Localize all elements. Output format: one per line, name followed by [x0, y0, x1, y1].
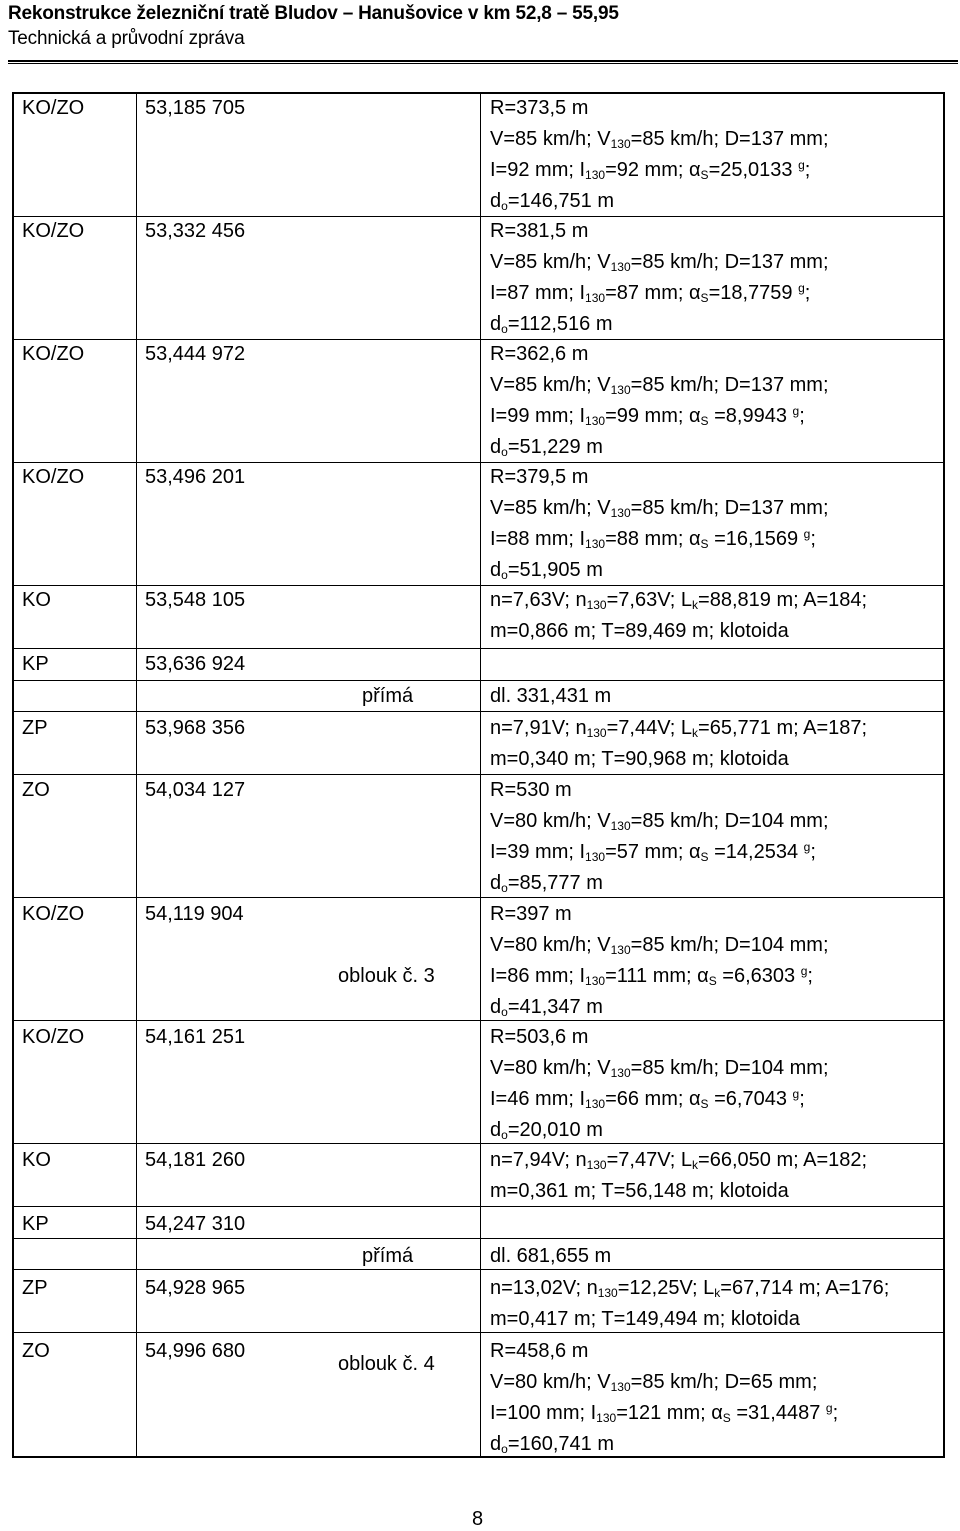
parameter-line: $d_o=20,010$ m: [490, 1119, 603, 1142]
point-type: KP: [22, 1213, 49, 1235]
parameter-line: R=503,6 m: [490, 1026, 589, 1048]
segment-label: oblouk č. 4: [338, 1353, 435, 1375]
parameter-line: I=92 mm; $I_{130}=92$ mm; $\alpha_S=25,0133$ $^g$;: [490, 158, 811, 182]
point-parameters: [490, 216, 829, 340]
point-type: KP: [22, 653, 49, 675]
parameter-line: R=397 m: [490, 903, 572, 925]
segment-label: přímá: [362, 685, 414, 707]
header-rule: [8, 60, 958, 62]
parameter-line: $d_o=51,229$ m: [490, 436, 603, 459]
parameter-line: V=80 km/h; $V_{130}=85$ km/h; D=65 mm;: [490, 1371, 818, 1394]
point-type: KO/ZO: [22, 343, 85, 365]
parameter-line: I=87 mm; $I_{130}=87$ mm; $\alpha_S=18,7759$ $^g$;: [490, 281, 811, 305]
parameter-line: m=0,361 m; T=56,148 m; klotoida: [490, 1180, 789, 1202]
parameter-line: V=85 km/h; $V_{130}=85$ km/h; D=137 mm;: [490, 497, 829, 520]
point-type: KO: [22, 1149, 51, 1171]
parameter-line: m=0,866 m; T=89,469 m; klotoida: [490, 620, 789, 642]
parameter-line: V=80 km/h; $V_{130}=85$ km/h; D=104 mm;: [490, 934, 829, 957]
parameter-line: I=39 mm; $I_{130}=57$ mm; $\alpha_S =14,2534$ $^g$;: [490, 840, 816, 864]
point-km: 53,185 705: [145, 97, 246, 119]
parameter-line: R=379,5 m: [490, 466, 589, 488]
parameter-line: I=46 mm; $I_{130}=66$ mm; $\alpha_S =6,7043$ $^g$;: [490, 1087, 805, 1111]
header-rule-thin: [8, 63, 958, 64]
point-type: KO/ZO: [22, 466, 85, 488]
parameter-line: V=80 km/h; $V_{130}=85$ km/h; D=104 mm;: [490, 1057, 829, 1080]
point-type: KO/ZO: [22, 1026, 85, 1048]
point-type: ZO: [22, 779, 50, 801]
row-divider: [14, 680, 943, 681]
parameter-line: $d_o=85,777$ m: [490, 872, 603, 895]
point-parameters: [490, 585, 867, 647]
row-divider: [14, 1269, 943, 1270]
point-parameters: [490, 775, 829, 899]
parameter-line: m=0,340 m; T=90,968 m; klotoida: [490, 748, 789, 770]
parameter-line: $d_o=51,905$ m: [490, 559, 603, 582]
parameter-line: n=7,94V; $n_{130}=7,47V$; $L_k=66,050$ m; A=182;: [490, 1149, 868, 1172]
point-km: 53,444 972: [145, 343, 246, 365]
parameter-line: n=7,63V; $n_{130}=7,63V$; $L_k=88,819$ m; A=184;: [490, 589, 868, 612]
point-km: 54,161 251: [145, 1026, 246, 1048]
col-divider-2: [480, 94, 481, 1456]
point-parameters: [490, 899, 829, 1023]
parameter-line: R=530 m: [490, 779, 572, 801]
point-parameters: [490, 339, 829, 463]
parameter-line: V=85 km/h; $V_{130}=85$ km/h; D=137 mm;: [490, 374, 829, 397]
segment-length: dl. 331,431 m: [490, 685, 612, 707]
point-parameters: [490, 462, 829, 586]
point-km: 53,548 105: [145, 589, 246, 611]
parameter-line: m=0,417 m; T=149,494 m; klotoida: [490, 1308, 800, 1330]
point-parameters: [490, 1022, 829, 1146]
col-divider-1: [136, 94, 137, 1456]
parameter-line: $d_o=146,751$ m: [490, 190, 615, 213]
point-type: KO: [22, 589, 51, 611]
point-type: ZP: [22, 717, 48, 739]
parameter-line: I=86 mm; $I_{130}=111$ mm; $\alpha_S =6,6303$ $^g$;: [490, 964, 813, 988]
point-km: 53,636 924: [145, 653, 246, 675]
point-km: 54,996 680: [145, 1340, 246, 1362]
point-parameters: [490, 1336, 838, 1460]
page-header: [8, 2, 958, 52]
parameter-line: I=99 mm; $I_{130}=99$ mm; $\alpha_S =8,9943$ $^g$;: [490, 404, 805, 428]
parameter-line: R=458,6 m: [490, 1340, 589, 1362]
point-km: 54,247 310: [145, 1213, 246, 1235]
point-type: KO/ZO: [22, 220, 85, 242]
point-km: 54,181 260: [145, 1149, 246, 1171]
parameter-line: I=88 mm; $I_{130}=88$ mm; $\alpha_S =16,1569$ $^g$;: [490, 527, 816, 551]
point-type: KO/ZO: [22, 97, 85, 119]
parameter-line: I=100 mm; $I_{130}=121$ mm; $\alpha_S =31,4487$ $^g$;: [490, 1401, 839, 1425]
point-km: 53,332 456: [145, 220, 246, 242]
point-km: 54,119 904: [145, 903, 244, 925]
point-parameters: [490, 1273, 889, 1335]
parameter-line: $d_o=112,516$ m: [490, 313, 613, 336]
document-title: Rekonstrukce železniční tratě Bludov – Hanušovice v km 52,8 – 55,95: [8, 3, 619, 24]
document-subtitle: Technická a průvodní zpráva: [8, 28, 245, 49]
parameter-line: R=373,5 m: [490, 97, 589, 119]
point-km: 53,968 356: [145, 717, 246, 739]
point-km: 54,034 127: [145, 779, 246, 801]
parameter-line: R=381,5 m: [490, 220, 589, 242]
point-parameters: [490, 713, 867, 775]
parameter-line: n=13,02V; $n_{130}=12,25V$; $L_k=67,714$ m; A=176;: [490, 1277, 890, 1300]
point-type: ZP: [22, 1277, 48, 1299]
point-type: ZO: [22, 1340, 50, 1362]
point-parameters: [490, 1145, 867, 1207]
parameter-line: n=7,91V; $n_{130}=7,44V$; $L_k=65,771$ m; A=187;: [490, 717, 868, 740]
segment-label: přímá: [362, 1245, 414, 1267]
row-divider: [14, 711, 943, 712]
parameter-line: $d_o=160,741$ m: [490, 1433, 615, 1456]
parameter-line: R=362,6 m: [490, 343, 589, 365]
point-type: KO/ZO: [22, 903, 85, 925]
parameter-line: V=80 km/h; $V_{130}=85$ km/h; D=104 mm;: [490, 810, 829, 833]
segment-length: dl. 681,655 m: [490, 1245, 612, 1267]
segment-label: oblouk č. 3: [338, 965, 435, 987]
parameter-line: $d_o=41,347$ m: [490, 996, 603, 1019]
page-number: 8: [472, 1508, 484, 1530]
point-km: 54,928 965: [145, 1277, 246, 1299]
parameter-line: V=85 km/h; $V_{130}=85$ km/h; D=137 mm;: [490, 251, 829, 274]
point-parameters: [490, 93, 829, 217]
parameter-line: V=85 km/h; $V_{130}=85$ km/h; D=137 mm;: [490, 128, 829, 151]
point-km: 53,496 201: [145, 466, 246, 488]
